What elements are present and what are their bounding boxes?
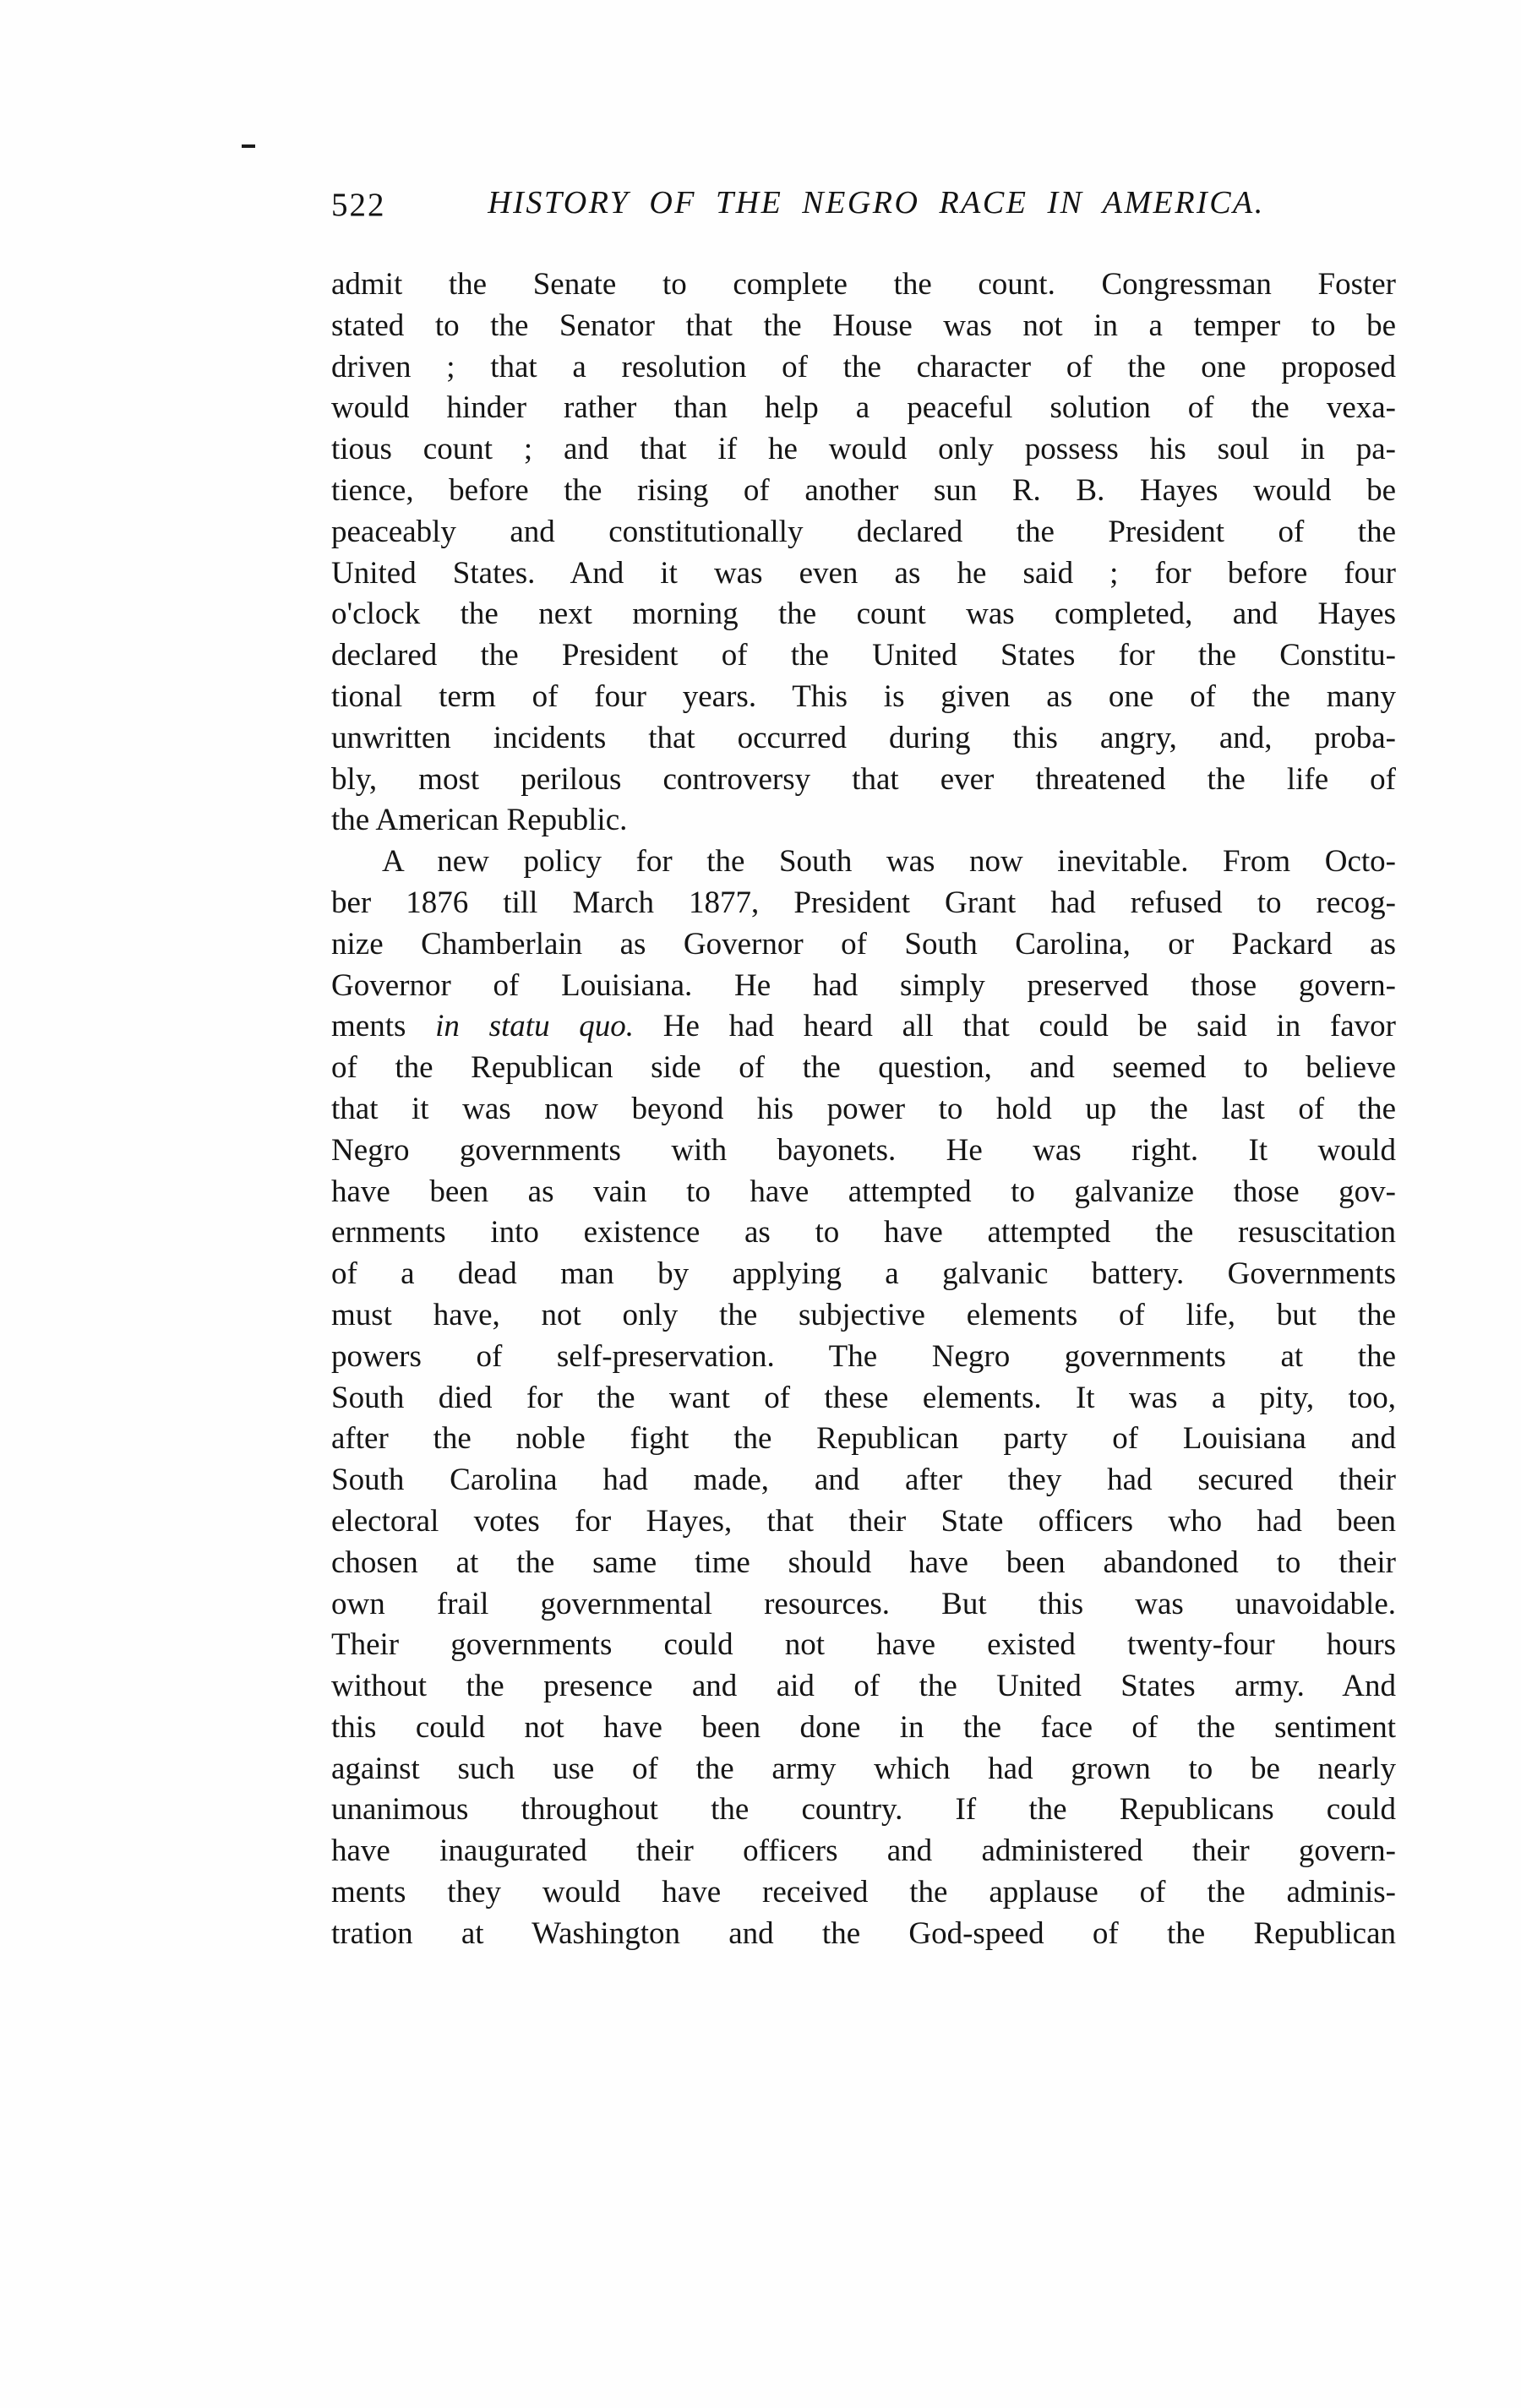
text-line: unwritten incidents that occurred during this angry, and, proba- [331,720,1396,755]
italic-phrase: in statu quo. [435,1009,635,1044]
text-line: South died for the want of these elements. It was a pity, too, [331,1380,1396,1415]
text-line: chosen at the same time should have been abandoned to their [331,1544,1396,1580]
text-segment: He had heard all that could be said in favor [634,1009,1396,1044]
paragraph-1 [331,264,1396,842]
text-line: that it was now beyond his power to hold up the last of the [331,1091,1396,1126]
text-line: tration at Washington and the God-speed of the Republican [331,1915,1396,1951]
text-line: nize Chamberlain as Governor of South Carolina, or Packard as [331,926,1396,962]
text-line: tience, before the rising of another sun R. B. Hayes would be [331,472,1396,508]
text-line: South Carolina had made, and after they had secured their [331,1463,1396,1498]
text-line [331,1006,1396,1048]
text-line: bly, most perilous controversy that ever threatened the life of [331,761,1396,797]
text-line: Negro governments with bayonets. He was right. It would [331,1132,1396,1168]
text-segment: ments [331,1009,436,1044]
text-line: after the noble fight the Republican party of Louisiana and [331,1421,1396,1457]
paragraph-2 [331,842,1396,1955]
text-line: powers of self-preservation. The Negro governments at the [331,1338,1396,1374]
text-line: driven ; that a resolution of the character of the one proposed [331,349,1396,384]
text-line: this could not have been done in the face of the sentiment [331,1709,1396,1745]
text-line: have been as vain to have attempted to galvanize those gov- [331,1174,1396,1209]
text-line: of the Republican side of the question, and seemed to believe [331,1050,1396,1086]
body-text [331,264,1396,1955]
text-line: declared the President of the United States for the Constitu- [331,638,1396,673]
text-line: unanimous throughout the country. If the Republicans could [331,1792,1396,1828]
text-line: electoral votes for Hayes, that their State officers who had been [331,1503,1396,1539]
text-line: admit the Senate to complete the count. Congressman Foster [331,267,1396,302]
text-line: ernments into existence as to have attempted the resuscitation [331,1215,1396,1250]
text-line: o'clock the next morning the count was completed, and Hayes [331,597,1396,632]
text-line: peaceably and constitutionally declared the President of the [331,514,1396,549]
text-line: Governor of Louisiana. He had simply preserved those govern- [331,967,1396,1003]
scan-artifact-mark [242,144,255,148]
page-header [331,184,1396,226]
text-line: the American Republic. [331,803,628,838]
text-line: have inaugurated their officers and administered their govern- [331,1833,1396,1869]
running-title: HISTORY OF THE NEGRO RACE IN AMERICA. [488,185,1265,221]
text-line: against such use of the army which had grown to be nearly [331,1751,1396,1786]
text-line: stated to the Senator that the House was not in a temper to be [331,308,1396,343]
text-line: tional term of four years. This is given as one of the many [331,678,1396,714]
text-line: ber 1876 till March 1877, President Grant had refused to recog- [331,885,1396,920]
text-line: Their governments could not have existed twenty-four hours [331,1627,1396,1663]
text-line: A new policy for the South was now inevitable. From Octo- [382,844,1396,880]
text-line: would hinder rather than help a peaceful solution of the vexa- [331,390,1396,426]
text-line: must have, not only the subjective elements of life, but the [331,1297,1396,1332]
text-line: of a dead man by applying a galvanic battery. Governments [331,1256,1396,1292]
page-number: 522 [331,187,386,223]
text-line: tious count ; and that if he would only possess his soul in pa- [331,432,1396,467]
text-line: ments they would have received the applause of the adminis- [331,1875,1396,1910]
text-line: own frail governmental resources. But this was unavoidable. [331,1586,1396,1621]
text-line: without the presence and aid of the United States army. And [331,1669,1396,1704]
text-line: United States. And it was even as he said ; for before four [331,555,1396,591]
